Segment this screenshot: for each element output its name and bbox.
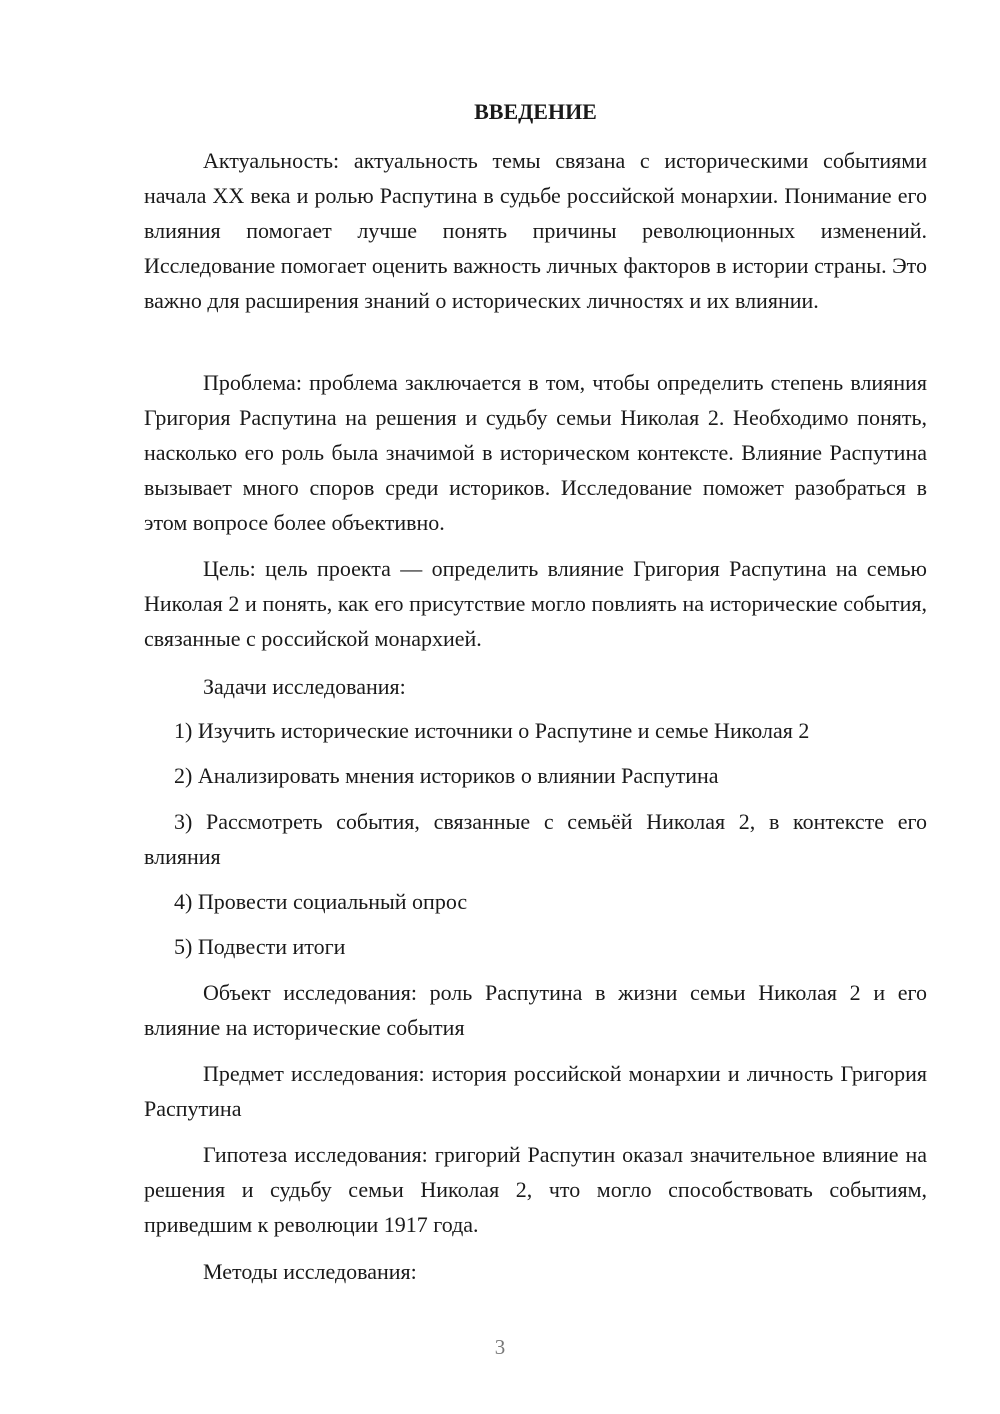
goal-paragraph: Цель: цель проекта — определить влияние Григория Распутина на семью Николая 2 и понять, как его присутствие могло повлиять на исторические события, связанные с российской монархией. <box>144 556 927 651</box>
tasks-heading: Задачи исследования: <box>203 674 406 699</box>
task-item-5: 5) Подвести итоги <box>174 934 346 959</box>
hypothesis-paragraph: Гипотеза исследования: григорий Распутин оказал значительное влияние на решения и судьбу семьи Николая 2, что могло способствовать событиям, приведшим к революции 1917 года. <box>144 1142 927 1237</box>
methods-heading: Методы исследования: <box>203 1259 417 1284</box>
page-number: 3 <box>494 1335 506 1359</box>
task-item-3: 3) Рассмотреть события, связанные с семьёй Николая 2, в контексте его влияния <box>144 809 927 869</box>
problem-paragraph: Проблема: проблема заключается в том, чтобы определить степень влияния Григория Распутина на решения и судьбу семьи Николая 2. Необходимо понять, насколько его роль была значимой в историческом контексте. Влияние Распутина вызывает много споров среди историков. Исследование поможет разобраться в этом вопросе более объективно. <box>144 370 927 535</box>
task-item-1: 1) Изучить исторические источники о Распутине и семье Николая 2 <box>174 718 810 743</box>
section-heading: ВВЕДЕНИЕ <box>474 99 597 124</box>
task-item-2: 2) Анализировать мнения историков о влиянии Распутина <box>174 763 719 788</box>
task-item-4: 4) Провести социальный опрос <box>174 889 468 914</box>
actuality-paragraph: Актуальность: актуальность темы связана с историческими событиями начала XX века и ролью Распутина в судьбе российской монархии. Понимание его влияния помогает лучше понять причины революционных изменений. Исследование помогает оценить важность личных факторов в истории страны. Это важно для расширения знаний о исторических личностях и их влиянии. <box>144 148 927 313</box>
object-paragraph: Объект исследования: роль Распутина в жизни семьи Николая 2 и его влияние на исторические события <box>144 980 927 1040</box>
subject-paragraph: Предмет исследования: история российской монархии и личность Григория Распутина <box>144 1061 927 1121</box>
